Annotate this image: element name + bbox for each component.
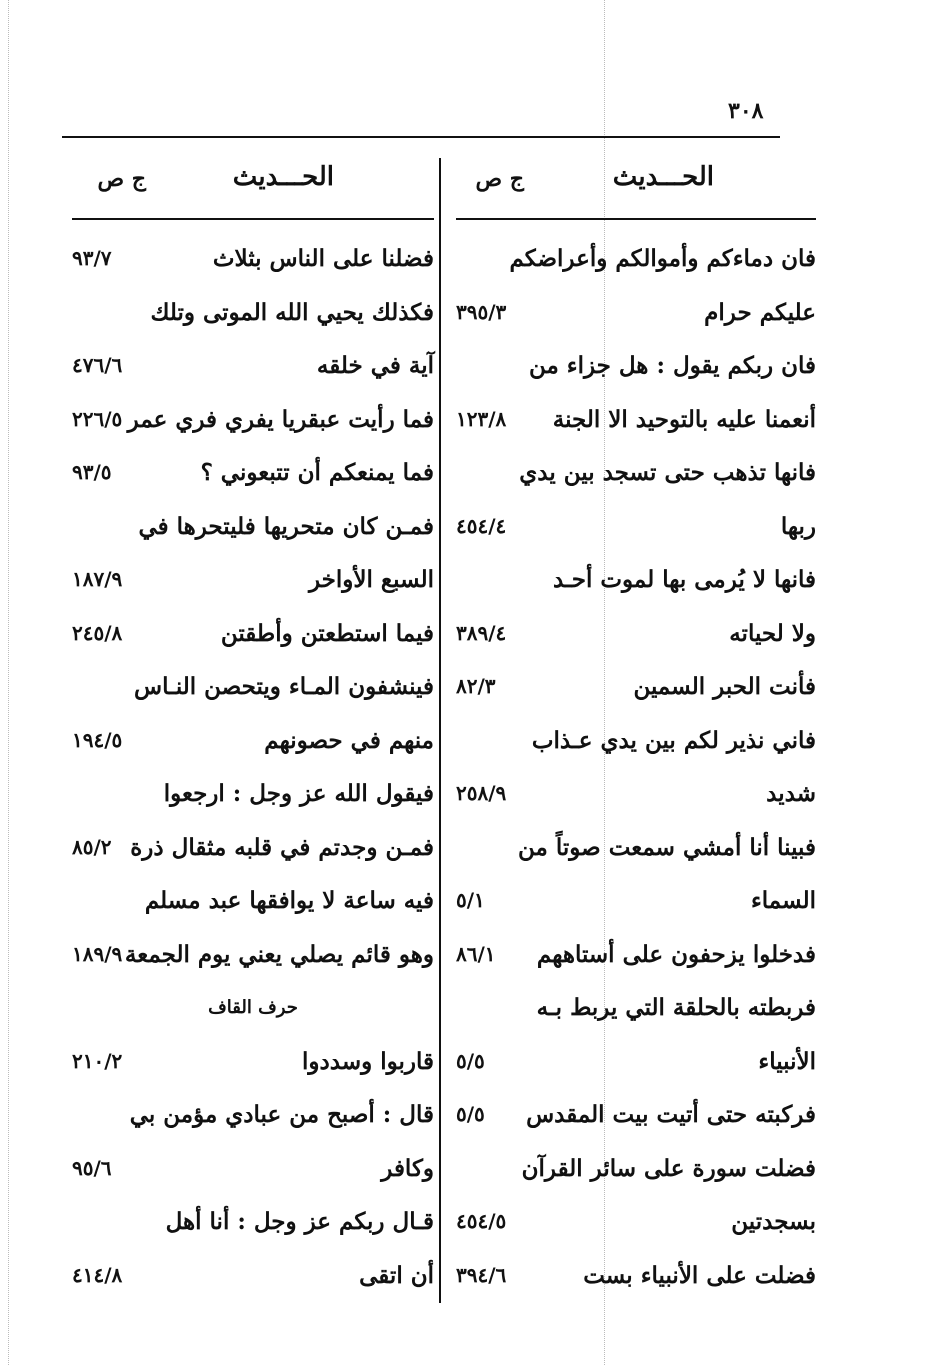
hadith-text: فما يمنعكم أن تتبعوني ؟ <box>200 459 434 486</box>
hadith-text: وكافر <box>381 1154 434 1182</box>
hadith-text: فدخلوا يزحفون على أستاههم <box>536 940 816 968</box>
hadith-text: قـال ربكم عز وجل : أنا أهل <box>165 1208 434 1235</box>
hadith-line <box>456 500 816 554</box>
hadith-line <box>456 446 816 500</box>
header-rule <box>456 218 816 220</box>
hadith-text: فبينا أنا أمشي سمعت صوتاً من <box>518 833 816 861</box>
volume-page-ref: ٢٤٥/٨ <box>72 620 123 645</box>
hadith-line <box>72 767 434 821</box>
hadith-text: قال : أصبح من عبادي مؤمن بي <box>129 1101 434 1128</box>
hadith-text: السماء <box>750 887 816 914</box>
hadith-text: فأنت الحبر السمين <box>633 673 816 700</box>
hadith-line <box>456 393 816 447</box>
hadith-line <box>72 339 434 393</box>
hadith-line <box>72 286 434 340</box>
volume-page-ref: ٤٥٤/٤ <box>456 513 507 538</box>
volume-page-ref: ٥/١ <box>456 888 485 912</box>
hadith-text: فيقول الله عز وجل : ارجعوا <box>163 780 434 807</box>
hadith-line <box>72 446 434 500</box>
volume-page-ref: ٩٣/٥ <box>72 460 112 484</box>
hadith-text: قاربوا وسددوا <box>302 1047 434 1075</box>
hadith-line <box>72 1035 434 1089</box>
entry-list <box>456 232 816 1302</box>
hadith-line <box>72 1195 434 1249</box>
volume-page-ref: ٩٥/٦ <box>72 1155 112 1180</box>
scan-edge-line <box>8 0 10 1365</box>
hadith-line <box>456 1088 816 1142</box>
volume-page-ref: ١٢٣/٨ <box>456 406 507 431</box>
volume-page-ref: ١٩٤/٥ <box>72 727 123 752</box>
hadith-line <box>72 1142 434 1196</box>
hadith-line <box>72 1249 434 1303</box>
volume-page-ref: ٣٨٩/٤ <box>456 620 507 645</box>
hadith-text: ربها <box>780 512 816 540</box>
hadith-line <box>72 928 434 982</box>
volume-page-ref: ٩٣/٧ <box>72 246 112 270</box>
hadith-text: السبع الأواخر <box>308 566 434 593</box>
hadith-line <box>456 981 816 1035</box>
hadith-text: شديد <box>766 780 816 807</box>
hadith-line <box>72 714 434 768</box>
hadith-line <box>456 339 816 393</box>
volume-page-ref: ٢٢٦/٥ <box>72 406 123 431</box>
volume-page-ref: ٤١٤/٨ <box>72 1262 123 1287</box>
header-ref: ج ص <box>475 166 524 192</box>
volume-page-ref: ٥/٥ <box>456 1102 485 1126</box>
hadith-text: فربطته بالحلقة التي يربط بـه <box>536 994 816 1021</box>
volume-page-ref: ٣٩٥/٣ <box>456 299 507 324</box>
header-title: الحـــديث <box>232 162 334 192</box>
volume-page-ref: ٨٢/٣ <box>456 674 496 698</box>
hadith-line <box>72 874 434 928</box>
volume-page-ref: ٢٥٨/٩ <box>456 781 507 805</box>
column-header <box>456 160 816 204</box>
hadith-text: فمـن كان متحريها فليتحرها في <box>138 512 434 540</box>
hadith-line <box>72 660 434 714</box>
header-ref: ج ص <box>97 166 146 192</box>
hadith-text: فانها تذهب حتى تسجد بين يدي <box>519 459 816 486</box>
hadith-text: أن اتقى <box>359 1261 434 1289</box>
hadith-line <box>72 393 434 447</box>
hadith-text: فاني نذير لكم بين يدي عـذاب <box>531 726 816 754</box>
column-divider <box>439 158 441 1303</box>
volume-page-ref: ٥/٥ <box>456 1048 485 1073</box>
left-column <box>72 160 434 1302</box>
hadith-line <box>72 1088 434 1142</box>
hadith-text: فيه ساعة لا يوافقها عبد مسلم <box>144 887 434 914</box>
volume-page-ref: ٨٦/١ <box>456 941 496 966</box>
hadith-text: الأنبياء <box>758 1047 816 1075</box>
column-header <box>72 160 434 204</box>
volume-page-ref: ١٨٧/٩ <box>72 567 123 591</box>
volume-page-ref: ٢١٠/٢ <box>72 1048 123 1073</box>
hadith-text: حرف القاف <box>208 997 298 1018</box>
hadith-line <box>456 1249 816 1303</box>
volume-page-ref: ١٨٩/٩ <box>72 941 123 966</box>
volume-page-ref: ٣٩٤/٦ <box>456 1262 507 1287</box>
hadith-text: أنعمنا عليه بالتوحيد الا الجنة <box>552 405 816 433</box>
hadith-text: فانها لا يُرمى بها لموت أحـد <box>552 566 816 593</box>
hadith-text: فكذلك يحيي الله الموتى وتلك <box>150 298 434 326</box>
hadith-line <box>456 286 816 340</box>
section-heading <box>72 981 434 1035</box>
entry-list <box>72 232 434 1302</box>
hadith-text: وهو قائم يصلي يعني يوم الجمعة <box>124 940 434 968</box>
hadith-text: آية في خلقه <box>316 352 434 379</box>
hadith-line <box>456 714 816 768</box>
hadith-line <box>72 232 434 286</box>
hadith-text: فركبته حتى أتيت بيت المقدس <box>526 1101 816 1128</box>
hadith-line <box>456 1035 816 1089</box>
hadith-line <box>456 821 816 875</box>
hadith-line <box>72 821 434 875</box>
hadith-text: عليكم حرام <box>704 298 816 326</box>
hadith-text: فينشفون المـاء ويتحصن النـاس <box>134 673 434 700</box>
right-column <box>456 160 816 1302</box>
top-rule <box>62 136 780 138</box>
hadith-text: فيما استطعتن وأطقتن <box>220 619 434 647</box>
hadith-line <box>456 660 816 714</box>
hadith-text: فان دماءكم وأموالكم وأعراضكم <box>509 245 816 272</box>
header-title: الحـــديث <box>612 162 714 192</box>
hadith-text: منهم في حصونهم <box>264 726 434 754</box>
hadith-text: بسجدتين <box>731 1208 816 1235</box>
hadith-line <box>456 874 816 928</box>
header-rule <box>72 218 434 220</box>
hadith-line <box>456 767 816 821</box>
hadith-text: فان ربكم يقول : هل جزاء من <box>528 352 816 379</box>
hadith-line <box>456 1195 816 1249</box>
volume-page-ref: ٤٥٤/٥ <box>456 1209 507 1233</box>
hadith-line <box>456 232 816 286</box>
hadith-text: فمـن وجدتم في قلبه مثقال ذرة <box>130 833 434 861</box>
hadith-text: ولا لحياته <box>729 619 816 647</box>
hadith-line <box>72 553 434 607</box>
hadith-line <box>456 607 816 661</box>
hadith-text: فضلت سورة على سائر القرآن <box>521 1154 816 1182</box>
hadith-text: فما رأيت عبقريا يفري فري عمر <box>127 405 434 433</box>
hadith-line <box>72 500 434 554</box>
volume-page-ref: ٨٥/٢ <box>72 834 112 859</box>
hadith-text: فضلت على الأنبياء بست <box>583 1261 816 1289</box>
page-number: ٣٠٨ <box>728 98 764 124</box>
hadith-line <box>456 553 816 607</box>
hadith-line <box>456 1142 816 1196</box>
hadith-line <box>456 928 816 982</box>
volume-page-ref: ٤٧٦/٦ <box>72 353 123 377</box>
hadith-text: فضلنا على الناس بثلاث <box>212 245 434 272</box>
hadith-line <box>72 607 434 661</box>
